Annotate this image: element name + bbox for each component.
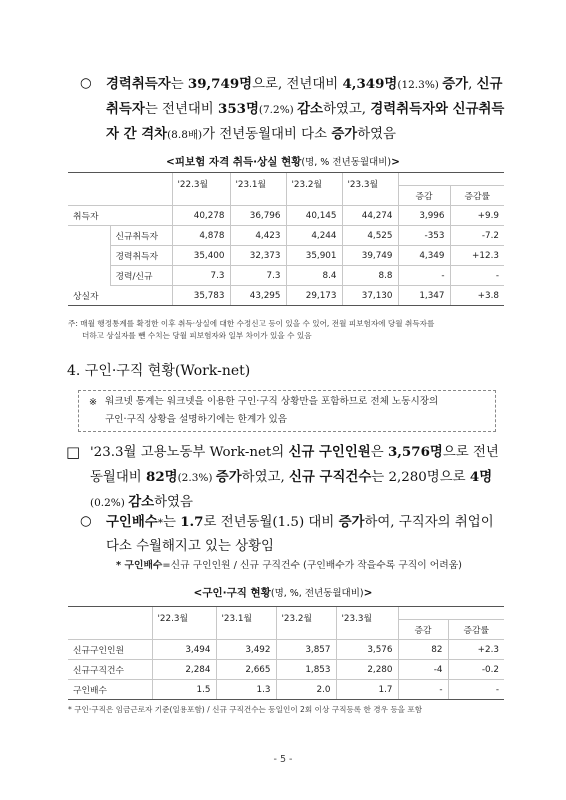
para3-segment: 하여, 구직자의 취업이 다소 수월해지고 있는 상황임: [106, 515, 494, 554]
para2-segment: 신규 구직건수: [289, 469, 372, 485]
table-cell: 4,423: [230, 226, 286, 246]
para1-segment: ,: [468, 77, 477, 92]
table-cell: +2.3: [448, 640, 504, 660]
footnote-text: =신규 구인인원 / 신규 구직건수 (구인배수가 작을수록 구직이 어려움): [162, 560, 462, 571]
table-row: [68, 266, 504, 286]
para1-segment: 는: [170, 77, 188, 92]
header-corner: [68, 607, 152, 640]
section-title: 4. 구인·구직 현황(Work-net): [67, 363, 251, 379]
para1-segment: 가 전년동월대비 다소: [202, 127, 332, 142]
table-cell: 8.8: [342, 266, 398, 286]
table-cell: 32,373: [230, 246, 286, 266]
para2-segment: (2.3%): [177, 472, 216, 484]
circle-bullet: ○: [80, 514, 92, 529]
para3-segment: *: [157, 517, 163, 529]
column-header: '23.3월: [342, 173, 398, 206]
para3-segment: 1.7: [180, 514, 204, 530]
table-row: [68, 246, 504, 266]
para2-segment: '23.3월 고용노동부 Work-net의: [90, 445, 289, 460]
row-label: 상실자: [68, 286, 172, 306]
table-cell: 8.4: [286, 266, 342, 286]
row-label-empty: [68, 226, 110, 246]
para1-segment: 경력취득자: [106, 76, 171, 92]
job-ratio-footnote: [116, 557, 462, 571]
table-row: [68, 286, 504, 306]
table-cell: -: [448, 680, 504, 700]
table-cell: 2,284: [152, 660, 216, 680]
paragraph-hiring-summary: [80, 72, 510, 147]
table-row: [68, 640, 504, 660]
table-cell: 2.0: [276, 680, 336, 700]
table1-note-line2: 더하고 상실자를 뺀 수치는 당월 피보험자와 일부 차이가 있을 수 있음: [82, 331, 312, 340]
table-cell: -4: [398, 660, 448, 680]
table-cell: -: [398, 680, 448, 700]
para2-segment: 신규 구인인원: [288, 444, 371, 460]
table1-caption-close: >: [391, 156, 400, 168]
paragraph-job-ratio: [80, 510, 510, 559]
para1-segment: 353명: [218, 101, 259, 117]
para1-segment: 하였고,: [323, 102, 371, 117]
table-cell: -7.2: [450, 226, 504, 246]
table-cell: 4,525: [342, 226, 398, 246]
table-cell: 44,274: [342, 206, 398, 226]
para1-segment: (12.3%): [397, 79, 443, 91]
para3-segment: 증가: [338, 514, 365, 530]
table-cell: 2,280: [336, 660, 398, 680]
column-header: '23.2월: [286, 173, 342, 206]
column-subheader: 증감률: [448, 620, 504, 640]
column-header: '22.3월: [152, 607, 216, 640]
row-sublabel: 경력/신규: [110, 266, 172, 286]
row-label-empty: [68, 246, 110, 266]
insurance-table: [68, 172, 504, 306]
table2-caption-close: >: [363, 587, 373, 599]
para2-segment: 은: [370, 445, 388, 460]
para1-segment: 39,749명: [187, 76, 253, 92]
table-cell: +9.9: [450, 206, 504, 226]
table1-note-line1: 주: 매월 행정통계를 확정한 이후 취득·상실에 대한 수정신고 등이 있을 수 있어, 전월 피보험자에 당월 취득자를: [68, 319, 435, 328]
table-cell: 35,901: [286, 246, 342, 266]
table-cell: 82: [398, 640, 448, 660]
table-cell: 1.3: [216, 680, 276, 700]
para2-segment: 4명: [469, 469, 493, 485]
table-cell: -353: [398, 226, 450, 246]
table-cell: 2,665: [216, 660, 276, 680]
table-cell: 36,796: [230, 206, 286, 226]
circle-bullet: ○: [80, 76, 92, 91]
square-bullet: □: [66, 443, 81, 461]
para2-segment: 하였고,: [241, 470, 289, 485]
reference-mark: ※: [89, 397, 98, 408]
header-change-group: [398, 173, 504, 186]
table-row: [68, 660, 504, 680]
table-cell: 1,347: [398, 286, 450, 306]
para2-segment: 는 2,280명으로: [371, 470, 470, 485]
table1-note: [68, 318, 508, 342]
row-label: 취득자: [68, 206, 172, 226]
para1-segment: 증가: [331, 126, 358, 142]
column-subheader: 증감률: [450, 186, 504, 206]
table-cell: +12.3: [450, 246, 504, 266]
table-cell: 37,130: [342, 286, 398, 306]
table-cell: 1,853: [276, 660, 336, 680]
para3-segment: 로 전년동월(1.5) 대비: [203, 515, 339, 530]
column-header: '23.1월: [216, 607, 276, 640]
table-cell: 4,878: [172, 226, 230, 246]
table-cell: 35,783: [172, 286, 230, 306]
row-label: 구인배수: [68, 680, 152, 700]
para1-segment: 감소: [297, 101, 323, 117]
page-number: - 5 -: [273, 754, 293, 765]
para1-segment: 으로, 전년대비: [252, 77, 343, 92]
para1-segment: 신규취득자: [106, 76, 503, 117]
para3-segment: 구인배수: [106, 514, 158, 530]
table2-note: * 구인·구직은 임금근로자 기준(일용포함) / 신규 구직건수는 동일인이 2회 이상 구직등록 한 경우 등을 포함: [68, 705, 423, 714]
column-header: '23.3월: [336, 607, 398, 640]
para2-segment: 하였음: [154, 495, 193, 510]
para3-segment: 는: [163, 515, 181, 530]
para1-segment: 4,349명: [342, 76, 398, 92]
table-cell: -: [450, 266, 504, 286]
table-cell: -: [398, 266, 450, 286]
table-cell: 3,996: [398, 206, 450, 226]
para2-segment: 3,576명: [387, 444, 443, 460]
para2-segment: 으로 전년동월대비: [90, 445, 499, 485]
jobs-table: [68, 606, 504, 700]
table-cell: 7.3: [172, 266, 230, 286]
paragraph-worknet-summary: [66, 440, 510, 515]
table-row: [68, 680, 504, 700]
notice-line1: 워크넷 통계는 워크넷을 이용한 구인·구직 상황만을 포함하므로 전체 노동시장의: [105, 396, 439, 407]
paragraph-hiring-text: [106, 72, 510, 147]
table2-caption-title: <구인·구직 현황: [193, 587, 271, 599]
table-cell: 3,576: [336, 640, 398, 660]
table-cell: 43,295: [230, 286, 286, 306]
column-header: '23.2월: [276, 607, 336, 640]
table-cell: 3,857: [276, 640, 336, 660]
notice-box: [78, 390, 496, 432]
para1-segment: 경력취득자와 신규취득자 간 격차: [106, 101, 505, 142]
table-cell: 3,494: [152, 640, 216, 660]
table-cell: -0.2: [448, 660, 504, 680]
table-cell: 7.3: [230, 266, 286, 286]
table-cell: 4,349: [398, 246, 450, 266]
table-cell: 35,400: [172, 246, 230, 266]
table-cell: 29,173: [286, 286, 342, 306]
table-cell: 40,278: [172, 206, 230, 226]
column-subheader: 증감: [398, 620, 448, 640]
notice-line2: 구인·구직 상황을 설명하기에는 한계가 있음: [105, 414, 288, 425]
table-row: [68, 206, 504, 226]
para1-segment: (8.8배): [167, 129, 203, 141]
table-cell: 1.7: [336, 680, 398, 700]
para2-segment: (0.2%): [90, 497, 129, 509]
row-sublabel: 경력취득자: [110, 246, 172, 266]
table1-caption: [60, 154, 506, 169]
para1-segment: 하였음: [357, 127, 396, 142]
table2-caption-unit: (명, %, 전년동월대비): [270, 588, 364, 599]
column-header: '22.3월: [172, 173, 230, 206]
table-cell: 4,244: [286, 226, 342, 246]
row-label-empty: [68, 266, 110, 286]
table-row: [68, 226, 504, 246]
paragraph-job-ratio-text: [106, 510, 510, 559]
column-header: '23.1월: [230, 173, 286, 206]
table-cell: +3.8: [450, 286, 504, 306]
table-cell: 3,492: [216, 640, 276, 660]
column-subheader: 증감: [398, 186, 450, 206]
para2-segment: 증가: [215, 469, 242, 485]
footnote-label: * 구인배수: [116, 560, 163, 571]
para2-segment: 82명: [146, 469, 178, 485]
table1-caption-unit: (명, % 전년동월대비): [301, 157, 392, 168]
row-label: 신규구직건수: [68, 660, 152, 680]
row-sublabel: 신규취득자: [110, 226, 172, 246]
header-change-group: [398, 607, 504, 620]
table2-caption: [60, 585, 506, 600]
table-cell: 39,749: [342, 246, 398, 266]
para1-segment: 증가: [442, 76, 469, 92]
para1-segment: (7.2%): [258, 104, 298, 116]
table-cell: 40,145: [286, 206, 342, 226]
paragraph-worknet-text: [90, 440, 510, 515]
row-label: 신규구인인원: [68, 640, 152, 660]
para2-segment: 감소: [128, 494, 155, 510]
para1-segment: 는 전년대비: [144, 102, 219, 117]
table1-caption-title: <피보험 자격 취득·상실 현황: [166, 156, 302, 168]
table-cell: 1.5: [152, 680, 216, 700]
header-corner: [68, 173, 172, 206]
